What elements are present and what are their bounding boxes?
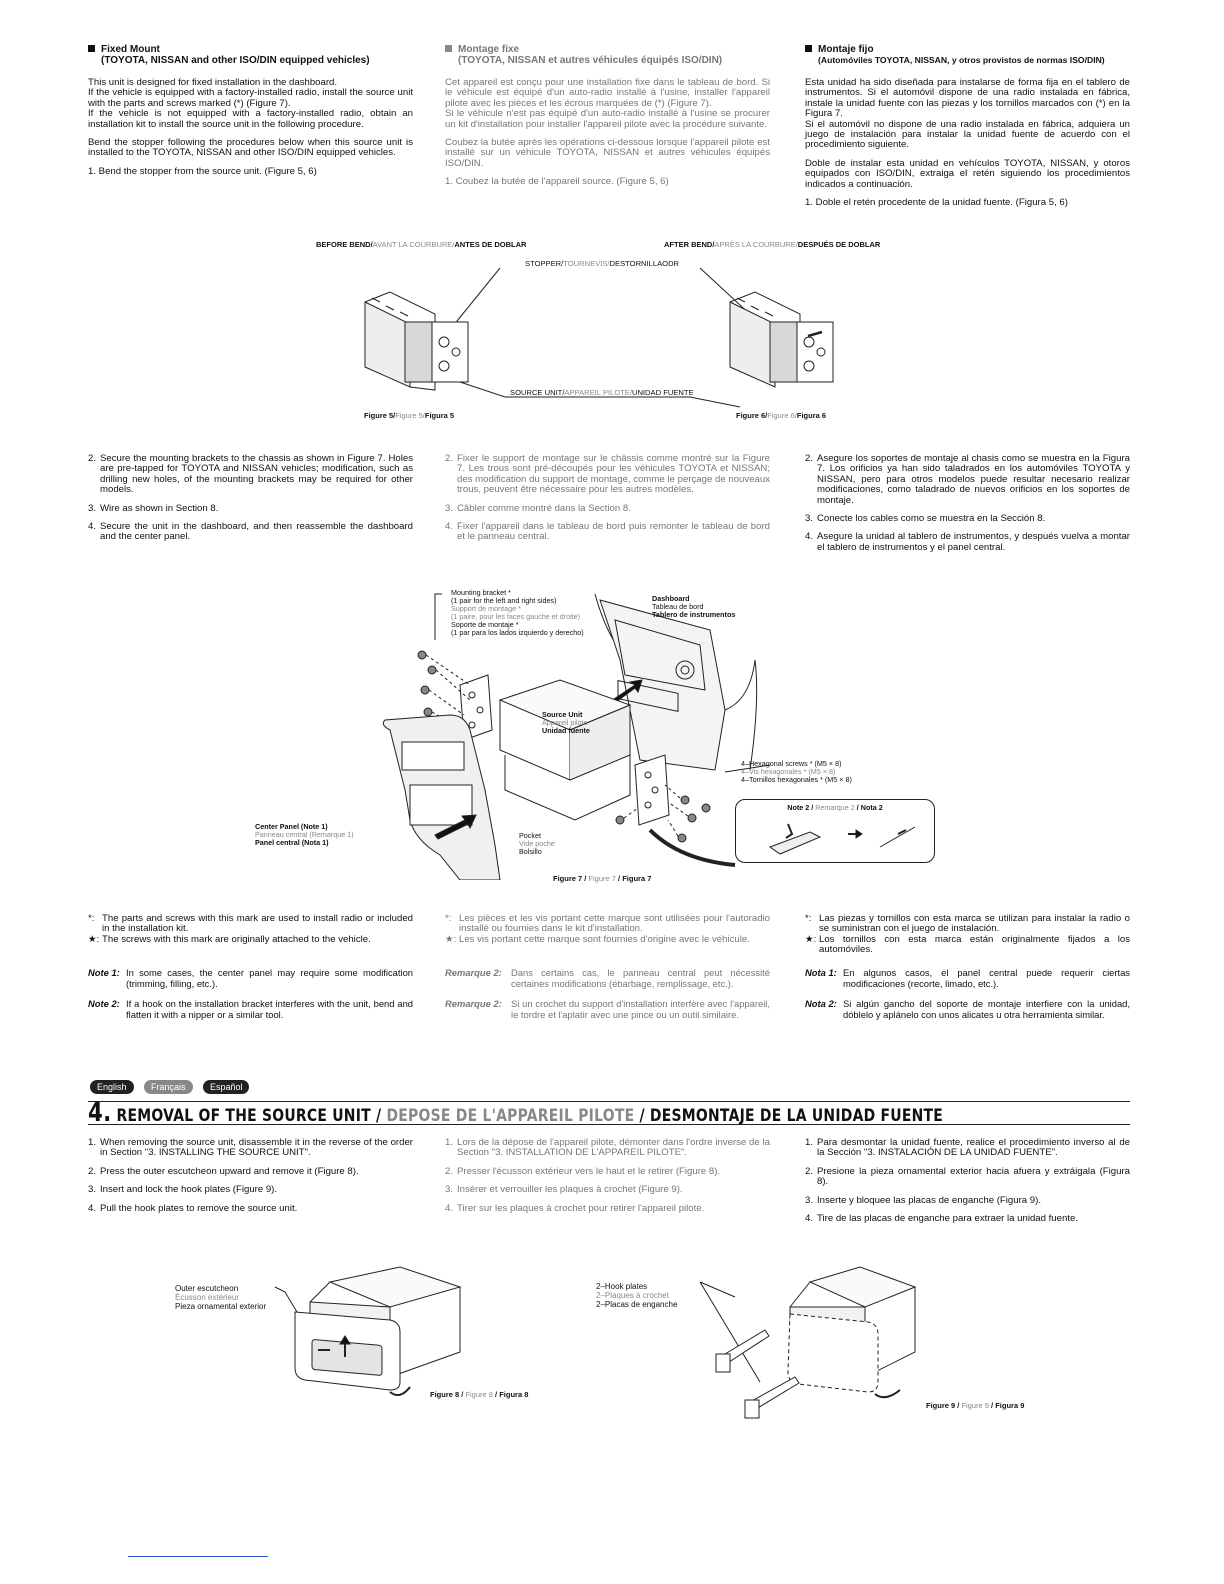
figure-5-caption: Figure 5/Figure 5/Figura 5 [364, 411, 455, 420]
figure-8-diagram [250, 1262, 470, 1402]
fig8-escutcheon-label: Outer escutcheon Écusson extérieur Pieza ornamental exterior [175, 1284, 267, 1311]
en-removal-steps: 1. When removing the source unit, disassemble it in the reverse of the order in Section "3. INSTALLING THE SOURCE UNIT". 2. Press the outer escutcheon upward and remove it (Figure 8). 3. Insert and lock the hook plates (Figure 9). 4. Pull the hook plates to remove the source unit. [88, 1137, 413, 1214]
fr-mark-legend: *: Les pièces et les vis portant cette marque sont utilisées pour l'autoradio installé ou fournies dans le kit d'installation. ★: Les vis portant cette marque sont fournies d'origine avec le véhicule. [445, 913, 770, 945]
fig7-note2-box [735, 799, 935, 863]
en-step3: 3. Wire as shown in Section 8. [88, 502, 219, 514]
en-steps [88, 454, 413, 551]
section-4-underline [88, 1124, 1130, 1125]
fig7-pocket-label: Pocket Vide poche Bolsillo [519, 831, 555, 856]
es-step1: 1. Doble el retén procedente de la unidad fuente. (Figura 5, 6) [805, 197, 1068, 209]
en-fixed-mount-column [88, 44, 413, 185]
es-step3: 3. Conecte los cables como se muestra en la Sección 8. [805, 513, 1046, 525]
figure-7-caption: Figure 7 / Figure 7 / Figura 7 [553, 874, 652, 883]
fr-steps [445, 454, 770, 551]
fr-step1: 1. Coubez la butée de l'appareil source. (Figure 5, 6) [445, 176, 669, 188]
figure-5-6-diagram [360, 259, 860, 412]
figure-6-caption: Figure 6/Figure 6/Figura 6 [736, 411, 827, 420]
fig7-bracket-label: Mounting bracket * (1 pair for the left and right sides) Support de montage * (1 paire, pour les faces gauche et droite) Soporte de montaje * (1 par para los lados izquierdo y derecho) [451, 588, 584, 637]
es-stopper-text: Doble de instalar esta unidad en vehículos TOYOTA, NISSAN, y otoros equipados con ISO/DIN, extraiga el retén siguiendo los procedimientos indicados a continuación. [805, 157, 1130, 190]
fr-step2: 2. Fixer le support de montage sur le châssis comme montré sur la Figure 7. Les trous sont pré-découpés pour les véhicules TOYOTA et NISSAN; des modification du support de montage, comme le perçage de nouveaux trous, peuvent être nécessaire pour les autres modèles. [445, 453, 770, 496]
stopper-label: STOPPER/TOURNEVIS/DESTORNILLAODR [525, 259, 680, 268]
tab-francais[interactable]: Français [144, 1080, 193, 1094]
fig7-dashboard-label: Dashboard Tableau de bord Tablero de instrumentos [652, 594, 736, 619]
en-intro: This unit is designed for fixed installation in the dashboard. If the vehicle is equipped with a factory-installed radio, install the source unit with the parts and screws marked (*) (Figure 7). If the vehicle is not equipped with a factory-installed radio, obtain an installation kit to install the source unit in the following procedure. [88, 77, 413, 130]
en-mark-legend: *: The parts and screws with this mark are used to install radio or included in the installation kit. ★: The screws with this mark are originally attached to the vehicle. [88, 913, 413, 945]
es-step4: 4. Asegure la unidad al tablero de instrumentos, y después vuelva a montar el tablero de instrumentos y el panel central. [805, 531, 1130, 553]
fr-step3: 3. Câbler comme montré dans la Section 8. [445, 502, 631, 514]
fig7-note2-title: Note 2 / Remarque 2 / Nota 2 [787, 803, 883, 812]
es-intro: Esta unidad ha sido diseñada para instalarse de forma fija en el tablero de instrumentos. Si el automóvil dispone de una radio instalada en fábrica, instale la unidad fuente con las piezas y los tornillos marcados con (*) en la Figura 7. Si el automóvil no dispone de una radio instalada en fábrica, adquiera un juego de instalación para instalar la unidad fuente de acuerdo con el procedimiento siguiente. [805, 77, 1130, 151]
es-removal-steps: 1. Para desmontar la unidad fuente, realice el procedimiento inverso al de la Sección "3. INSTALACIÓN DE LA UNIDAD FUENTE". 2. Presione la pieza ornamental exterior hacia afuera y extráigala (Figura 8). 3. Inserte y bloquee las placas de enganche (Figura 9). 4. Tire de las placas de enganche para extraer la unidad fuente. [805, 1137, 1130, 1225]
fr-step4: 4. Fixer l'appareil dans le tableau de bord puis remonter le tableau de bord et le panneau central. [445, 521, 770, 543]
language-tabs [90, 1077, 255, 1095]
es-heading: Montaje fijo (Automóviles TOYOTA, NISSAN, y otros provistos de normas ISO/DIN) [805, 44, 1130, 66]
en-heading: Fixed Mount (TOYOTA, NISSAN and other ISO/DIN equipped vehicles) [88, 44, 413, 66]
fig7-screws-label: 4–Hexagonal screws * (M5 × 8) 4–Vis hexagonales * (M5 × 8) 4–Tornillos hexagonales * (M5 × 8) [741, 759, 852, 784]
es-steps [805, 454, 1130, 561]
tab-espanol[interactable]: Español [203, 1080, 250, 1094]
fr-intro: Cet appareil est conçu pour une installation fixe dans le tableau de bord. Si le véhicule est équipé d'un auto-radio installé à l'usine, installer l'appareil pilote avec les pièces et les écrous marquées de (*) (Figure 7). Si le véhicule n'est pas équipé d'un auto-radio installé à l'usine se procurer un kit d'installation pour installer l'appareil pilote avec la procédure suivante. [445, 77, 770, 130]
section-4-title: 4. REMOVAL OF THE SOURCE UNIT / DEPOSE DE L'APPAREIL PILOTE / DESMONTAJE DE LA UNIDAD FUENTE [88, 1098, 944, 1128]
es-mark-legend: *: Las piezas y tornillos con esta marca se utilizan para instalar la radio o se suministran con el juego de instalación. ★: Los tornillos con esta marca están originalmente fijados a los automóviles. [805, 913, 1130, 956]
footer-rule [128, 1556, 268, 1557]
es-step2: 2. Asegure los soportes de montaje al chasis como se muestra en la Figura 7. Los orificios ya han sido taladrados en los automóviles TOYOTA y NISSAN, pero para otros modelos puede resultar necesario realizar modificaciones, como taladrado de nuevos orificios en los soportes de montaje. [805, 453, 1130, 506]
fig9-hook-plates-label: 2–Hook plates 2–Plaques à crochet 2–Placas de enganche [596, 1282, 678, 1309]
es-fixed-mount-column [805, 44, 1130, 216]
es-notes: Nota 1: En algunos casos, el panel central puede requerir ciertas modificaciones (recorte, limado, etc.). Nota 2: Si algún gancho del soporte de montaje interfiere con la unidad, dóblelo y aplánelo con unos alicates u otra herramienta similar. [805, 967, 1130, 1020]
source-unit-label: SOURCE UNIT/APPAREIL PILOTE/UNIDAD FUENTE [510, 388, 694, 397]
fr-heading: Montage fixe (TOYOTA, NISSAN et autres véhicules équipés ISO/DIN) [445, 44, 770, 66]
fig5-before-label: BEFORE BEND/AVANT LA COURBURE/ANTES DE DOBLAR [316, 240, 527, 249]
en-notes: Note 1: In some cases, the center panel may require some modification (trimming, filling, etc.). Note 2: If a hook on the installation bracket interferes with the unit, bend and flatten it with a nipper or a similar tool. [88, 967, 413, 1020]
figure-9-caption: Figure 9 / Figure 9 / Figura 9 [926, 1401, 1025, 1410]
en-step1: 1. Bend the stopper from the source unit. (Figure 5, 6) [88, 165, 317, 177]
tab-english[interactable]: English [90, 1080, 134, 1094]
fr-fixed-mount-column [445, 44, 770, 196]
fig7-source-unit-label: Source Unit Appareil pilote Unidad fuente [542, 710, 590, 735]
fr-stopper-text: Coubez la butée après les opérations ci-dessous lorsque l'appareil pilote est installé sur un véhicule TOYOTA, NISSAN et autres véhicules équipés ISO/DIN. [445, 137, 770, 169]
section-4-number: 4. [88, 1098, 112, 1128]
en-step4: 4. Secure the unit in the dashboard, and then reassemble the dashboard and the center panel. [88, 521, 413, 543]
fig7-center-panel-label: Center Panel (Note 1) Panneau central (Remarque 1) Panel central (Nota 1) [255, 822, 354, 847]
fr-notes: Remarque 2: Dans certains cas, le panneau central peut nécessité certaines modifications (ébarbage, remplissage, etc.). Remarque 2: Si un crochet du support d'installation interfère avec l'appareil, le tordre et l'aplatir avec une pince ou un outil similaire. [445, 967, 770, 1020]
fr-removal-steps: 1. Lors de la dépose de l'appareil pilote, démonter dans l'ordre inverse de la Section "3. INSTALLATION DE L'APPAREIL PILOTE". 2. Presser l'écusson extérieur vers le haut et le retirer (Figure 8). 3. Insérer et verrouiller les plaques à crochet (Figure 9). 4. Tirer sur les plaques à crochet pour retirer l'appareil pilote. [445, 1137, 770, 1214]
en-stopper-text: Bend the stopper following the procedures below when this source unit is installed to the TOYOTA, NISSAN and other ISO/DIN equipped vehicles. [88, 137, 413, 159]
fig6-after-label: AFTER BEND/APRÈS LA COURBURE/DESPUÉS DE DOBLAR [664, 240, 881, 249]
figure-9-diagram [690, 1262, 920, 1422]
en-step2: 2. Secure the mounting brackets to the chassis as shown in Figure 7. Holes are pre-tapped for TOYOTA and NISSAN vehicles; modification, such as drilling new holes, of the mounting brackets may be required for other models. [88, 453, 413, 496]
figure-8-caption: Figure 8 / Figure 8 / Figura 8 [430, 1390, 529, 1399]
